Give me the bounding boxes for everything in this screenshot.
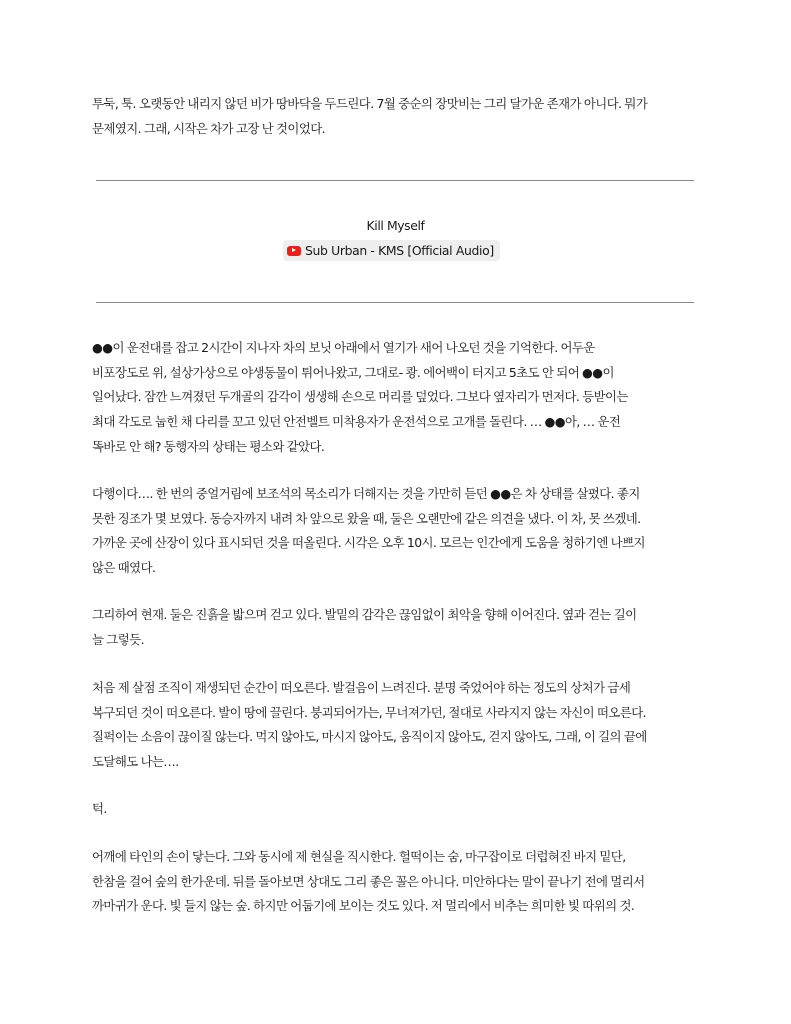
text-line: ●●이 운전대를 잡고 2시간이 지나자 차의 보닛 아래에서 열기가 새어 나오던 것을 기억한다. 어두운	[92, 340, 595, 355]
body-paragraph	[92, 676, 704, 775]
body-paragraph	[92, 603, 704, 652]
text-line: 그리하여 현재. 둘은 진흙을 밟으며 걷고 있다. 발밑의 감각은 끊임없이 최악을 향해 이어진다. 옆과 걷는 길이	[92, 607, 637, 622]
youtube-icon	[287, 246, 301, 256]
body-paragraph	[92, 845, 704, 919]
text-line: 비포장도로 위, 설상가상으로 야생동물이 튀어나왔고, 그대로- 쾅. 에어백이 터지고 5초도 안 되어 ●●이	[92, 364, 614, 380]
text-line: 늘 그렇듯.	[92, 631, 144, 647]
text-line: 턱.	[92, 801, 107, 816]
text-line: 한참을 걸어 숲의 한가운데. 뒤를 돌아보면 상대도 그리 좋은 꼴은 아니다. 미안하다는 말이 끝나기 전에 멀리서	[92, 873, 645, 889]
body-paragraph	[92, 336, 704, 460]
text-line: 문제였지. 그래, 시작은 차가 고장 난 것이었다.	[92, 120, 326, 136]
youtube-link[interactable]	[283, 240, 500, 261]
text-line: 못한 징조가 몇 보였다. 동승자까지 내려 차 앞으로 왔을 때, 둘은 오랜만에 같은 의견을 냈다. 이 차, 못 쓰겠네.	[92, 510, 641, 526]
text-line: 투둑, 툭. 오랫동안 내리지 않던 비가 땅바닥을 두드린다. 7월 중순의 장맛비는 그리 달가운 존재가 아니다. 뭐가	[92, 96, 648, 111]
text-line: 최대 각도로 눕힌 채 다리를 꼬고 있던 안전벨트 미착용자가 운전석으로 고개를 돌린다. … ●●아, … 운전	[92, 414, 621, 430]
text-line: 똑바로 안 해? 동행자의 상태는 평소와 같았다.	[92, 438, 325, 454]
song-title: Kill Myself	[366, 218, 425, 233]
text-line: 까마귀가 운다. 빛 들지 않는 숲. 하지만 어둡기에 보이는 것도 있다. 저 멀리에서 비추는 희미한 빛 따위의 것.	[92, 898, 635, 914]
divider-bottom	[96, 302, 694, 303]
text-line: 어깨에 타인의 손이 닿는다. 그와 동시에 제 현실을 직시한다. 헐떡이는 숨, 마구잡이로 더럽혀진 바지 밑단,	[92, 849, 626, 864]
text-line: 일어났다. 잠깐 느껴졌던 두개골의 감각이 생생해 손으로 머리를 덮었다. 그보다 옆자리가 먼저다. 등받이는	[92, 389, 628, 405]
text-line: 복구되던 것이 떠오른다. 발이 땅에 끌린다. 붕괴되어가는, 무너져가던, 절대로 사라지지 않는 자신이 떠오른다.	[92, 704, 647, 720]
body-paragraph	[92, 482, 704, 581]
intro-paragraph	[92, 92, 704, 141]
text-line: 질퍽이는 소음이 끊이질 않는다. 먹지 않아도, 마시지 않아도, 움직이지 않아도, 걷지 않아도, 그래, 이 길의 끝에	[92, 729, 647, 745]
text-line: 다행이다…. 한 번의 중얼거림에 보조석의 목소리가 더해지는 것을 가만히 듣던 ●●은 차 상태를 살폈다. 좋지	[92, 486, 640, 501]
body-paragraph	[92, 797, 704, 822]
youtube-link-text: Sub Urban - KMS [Official Audio]	[305, 243, 494, 258]
text-line: 도달해도 나는….	[92, 754, 179, 770]
text-line: 않은 때였다.	[92, 560, 156, 576]
divider-top	[96, 180, 694, 181]
text-line: 처음 제 살점 조직이 재생되던 순간이 떠오른다. 발걸음이 느려진다. 분명 죽었어야 하는 정도의 상처가 금세	[92, 680, 631, 695]
text-line: 가까운 곳에 산장이 있다 표시되던 것을 떠올린다. 시각은 오후 10시. 모르는 인간에게 도움을 청하기엔 나쁘지	[92, 535, 645, 551]
